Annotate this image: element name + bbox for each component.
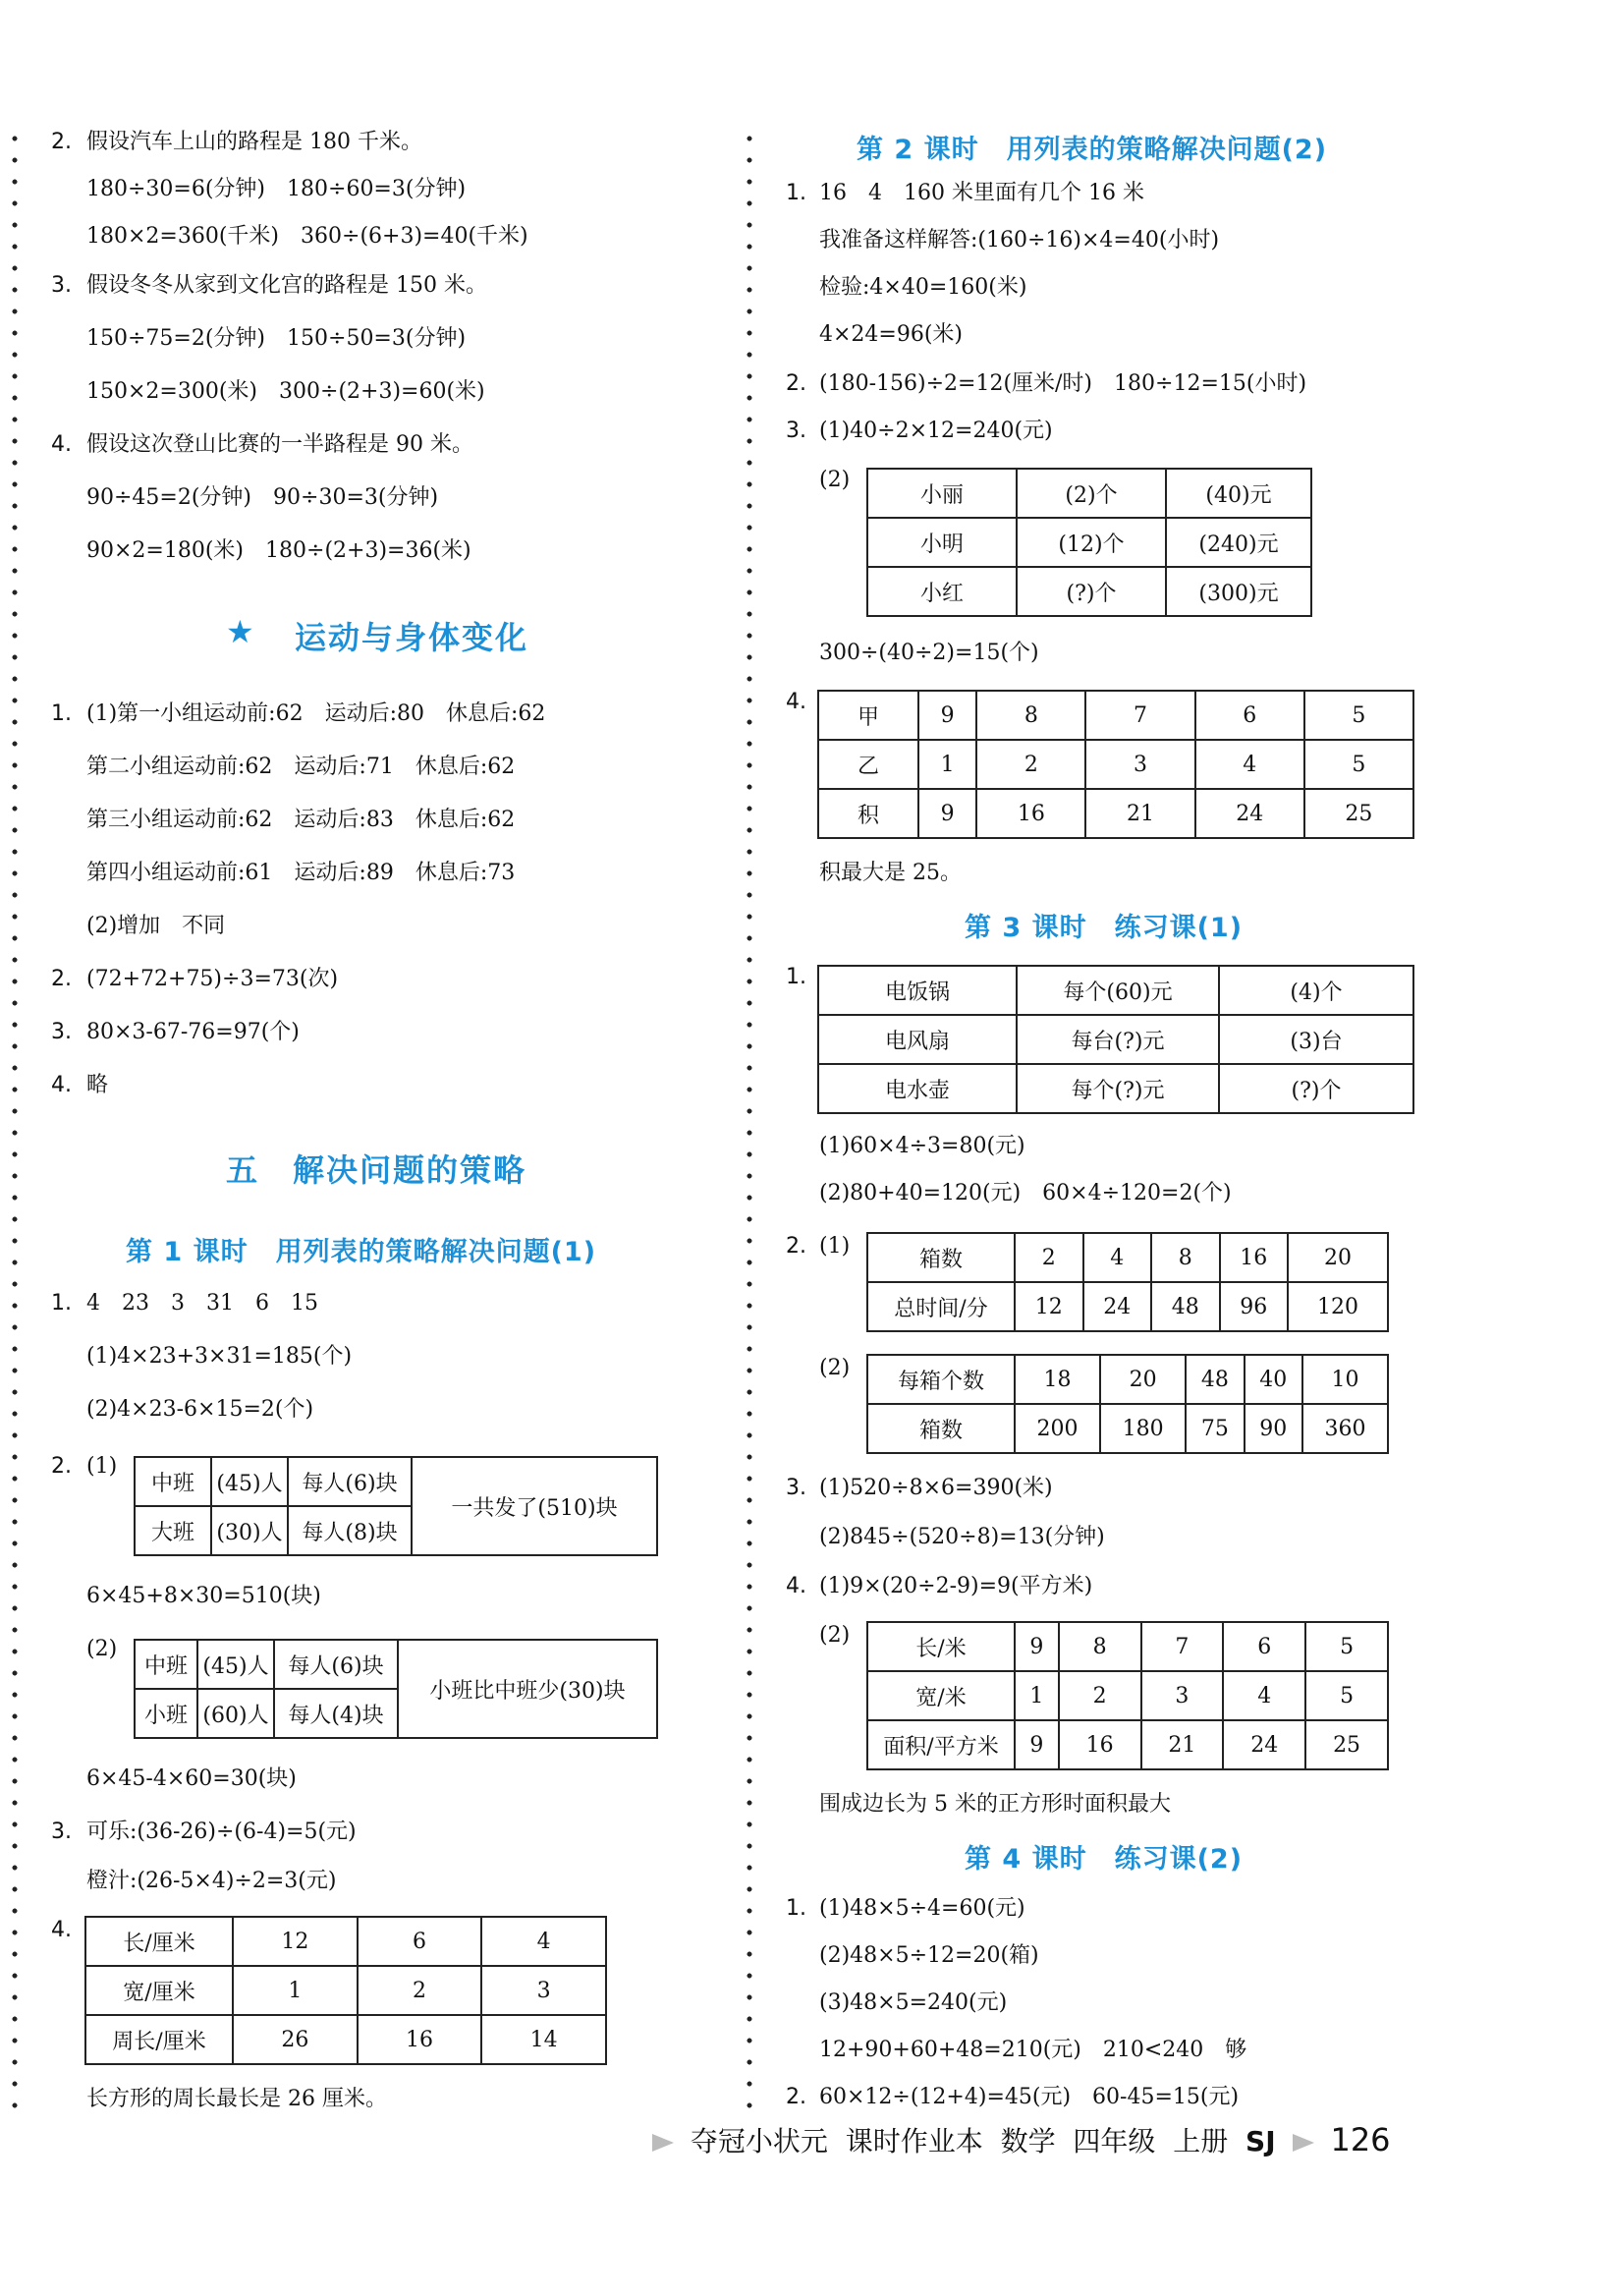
table-cell: 21 [1085, 789, 1194, 838]
table-cell: 20 [1100, 1355, 1186, 1404]
table-cell: (40)元 [1166, 469, 1311, 518]
r-q1-number: 1. [786, 181, 806, 205]
q2-line2: 180÷30=6(分钟) 180÷60=3(分钟) [86, 177, 467, 201]
table-cell: 9 [918, 691, 976, 740]
table-cell: 48 [1151, 1282, 1220, 1331]
table-cell: 2 [358, 1966, 482, 2015]
p2-part2: (2) [819, 1356, 851, 1380]
table-cell: 长/厘米 [85, 1917, 233, 1966]
s1-number: 1. [51, 701, 72, 726]
r-q4-number: 4. [786, 690, 806, 714]
lesson3-title: 第 3 课时 练习课(1) [965, 913, 1244, 943]
table-cell: (12)个 [1017, 518, 1166, 567]
appliance-table [817, 965, 1414, 1114]
table-cell: 面积/平方米 [867, 1720, 1015, 1769]
table-cell: 120 [1288, 1282, 1388, 1331]
table-cell: 16 [1059, 1720, 1141, 1769]
r-q3-number: 3. [786, 419, 806, 443]
table-cell: 3 [481, 1966, 606, 2015]
footer-book: 课时作业本 [845, 2125, 983, 2157]
q2-line3: 180×2=360(千米) 360÷(6+3)=40(千米) [86, 224, 528, 249]
l1q2-equation2: 6×45-4×60=30(块) [86, 1766, 297, 1791]
table-cell: 每个(?)元 [1017, 1064, 1219, 1113]
s1-line5: (2)增加 不同 [86, 914, 226, 938]
table-cell: 周长/厘米 [85, 2015, 233, 2064]
table-cell: 每人(6)块 [274, 1640, 398, 1689]
table-cell: 积 [818, 789, 918, 838]
q2-number: 2. [51, 130, 72, 154]
s1-line1: (1)第一小组运动前:62 运动后:80 休息后:62 [86, 701, 546, 726]
table-cell: 2 [1059, 1671, 1141, 1720]
table-cell: (300)元 [1166, 567, 1311, 616]
class-cookies-table-1 [134, 1456, 658, 1556]
table-cell: 中班 [135, 1640, 197, 1689]
table-cell: 1 [1015, 1671, 1059, 1720]
table-cell: 25 [1305, 1720, 1388, 1769]
table-cell: 12 [1015, 1282, 1083, 1331]
s3-line1: 80×3-67-76=97(个) [86, 1020, 300, 1044]
table-cell-merged: 小班比中班少(30)块 [398, 1640, 657, 1738]
r-q2-line1: (180-156)÷2=12(厘米/时) 180÷12=15(小时) [819, 371, 1307, 396]
table-cell: 9 [918, 789, 976, 838]
table-cell: 箱数 [867, 1233, 1015, 1282]
table-cell: (4)个 [1219, 966, 1413, 1015]
r-q2-number: 2. [786, 371, 806, 396]
table-cell: 乙 [818, 740, 918, 789]
table-cell: 每台(?)元 [1017, 1015, 1219, 1064]
p4-line2: 围成边长为 5 米的正方形时面积最大 [819, 1792, 1171, 1817]
l1q3-line2: 橙汁:(26-5×4)÷2=3(元) [86, 1869, 337, 1893]
table-cell: 长/米 [867, 1622, 1015, 1671]
l1q2-number: 2. [51, 1454, 72, 1479]
table-cell: 40 [1245, 1355, 1302, 1404]
table-cell: 8 [1151, 1233, 1220, 1282]
arrow-icon [652, 2134, 674, 2152]
candy-purchase-table [866, 468, 1312, 617]
q3-line1: 假设冬冬从家到文化宫的路程是 150 米。 [86, 273, 487, 298]
p4-part2: (2) [819, 1623, 851, 1648]
q2-line1: 假设汽车上山的路程是 180 千米。 [86, 130, 422, 154]
table-cell: 每人(8)块 [288, 1506, 412, 1555]
table-cell: 4 [1223, 1671, 1305, 1720]
table-cell: (30)人 [211, 1506, 288, 1555]
q3-line3: 150×2=300(米) 300÷(2+3)=60(米) [86, 379, 485, 404]
center-margin-dots [747, 128, 752, 2112]
table-cell: 9 [1015, 1622, 1059, 1671]
q4-line3: 90×2=180(米) 180÷(2+3)=36(米) [86, 538, 471, 563]
table-cell: 1 [918, 740, 976, 789]
q4-line1: 假设这次登山比赛的一半路程是 90 米。 [86, 432, 473, 457]
table-cell: 4 [1083, 1233, 1152, 1282]
footer-edition: SJ [1245, 2125, 1276, 2157]
table-cell: 3 [1141, 1671, 1224, 1720]
table-cell: 18 [1015, 1355, 1100, 1404]
table-cell: 每人(6)块 [288, 1457, 412, 1506]
r-q1-line2: 我准备这样解答:(160÷16)×4=40(小时) [819, 228, 1220, 252]
table-cell: 10 [1302, 1355, 1388, 1404]
product-table [817, 690, 1414, 839]
table-cell: 甲 [818, 691, 918, 740]
l1q3-number: 3. [51, 1820, 72, 1844]
table-cell: (?)个 [1017, 567, 1166, 616]
left-margin-dots [12, 128, 18, 2112]
table-cell: 总时间/分 [867, 1282, 1015, 1331]
unit-title: 五 解决问题的策略 [226, 1151, 527, 1189]
p4-line1: (1)9×(20÷2-9)=9(平方米) [819, 1574, 1093, 1598]
arrow-icon [1293, 2134, 1314, 2152]
table-cell: 200 [1015, 1404, 1100, 1453]
table-cell: 48 [1186, 1355, 1244, 1404]
table-cell: 21 [1141, 1720, 1224, 1769]
lesson4-title: 第 4 课时 练习课(2) [965, 1844, 1244, 1875]
table-cell: 24 [1083, 1282, 1152, 1331]
l1q4-number: 4. [51, 1918, 72, 1942]
table-cell: 25 [1304, 789, 1413, 838]
table-cell: 8 [1059, 1622, 1141, 1671]
table-cell: 5 [1305, 1671, 1388, 1720]
table-cell: 每箱个数 [867, 1355, 1015, 1404]
table-cell: (240)元 [1166, 518, 1311, 567]
p2-number: 2. [786, 1234, 806, 1259]
l1q1-number: 1. [51, 1291, 72, 1316]
l1q3-line1: 可乐:(36-26)÷(6-4)=5(元) [86, 1820, 357, 1844]
table-cell: 5 [1304, 691, 1413, 740]
table-cell: 9 [1015, 1720, 1059, 1769]
table-cell: 电饭锅 [818, 966, 1017, 1015]
table-cell: 75 [1186, 1404, 1244, 1453]
table-cell: 箱数 [867, 1404, 1015, 1453]
table-cell: 16 [1220, 1233, 1289, 1282]
r-q4-line1: 积最大是 25。 [819, 861, 962, 885]
r-q1-line1: 16 4 160 米里面有几个 16 米 [819, 181, 1144, 205]
table-cell: 12 [233, 1917, 358, 1966]
table-cell: 4 [481, 1917, 606, 1966]
table-cell: 6 [1223, 1622, 1305, 1671]
q4-line2: 90÷45=2(分钟) 90÷30=3(分钟) [86, 485, 439, 510]
table-cell: 7 [1085, 691, 1194, 740]
table-cell: 24 [1223, 1720, 1305, 1769]
s4-number: 4. [51, 1073, 72, 1097]
table-cell: 8 [976, 691, 1085, 740]
rectangle-perimeter-table [84, 1916, 607, 2065]
table-cell: (45)人 [197, 1640, 274, 1689]
table-cell: 3 [1085, 740, 1194, 789]
table-cell: 小班 [135, 1689, 197, 1738]
table-cell: 小明 [867, 518, 1017, 567]
table-cell: 2 [976, 740, 1085, 789]
r2-number: 2. [786, 2085, 806, 2109]
table-cell: 小红 [867, 567, 1017, 616]
table-cell-merged: 一共发了(510)块 [412, 1457, 657, 1555]
table-cell: (45)人 [211, 1457, 288, 1506]
s1-line4: 第四小组运动前:61 运动后:89 休息后:73 [86, 861, 516, 885]
p1-line2: (2)80+40=120(元) 60×4÷120=2(个) [819, 1181, 1232, 1205]
table-cell: 7 [1141, 1622, 1224, 1671]
table-cell: 每个(60)元 [1017, 966, 1219, 1015]
r1-line2: (2)48×5÷12=20(箱) [819, 1943, 1039, 1968]
page-number: 126 [1330, 2121, 1391, 2158]
s2-number: 2. [51, 967, 72, 991]
r-q1-line4: 4×24=96(米) [819, 322, 964, 347]
table-cell: 大班 [135, 1506, 211, 1555]
class-cookies-table-2 [134, 1639, 658, 1739]
r1-line3: (3)48×5=240(元) [819, 1990, 1008, 2015]
q3-line2: 150÷75=2(分钟) 150÷50=3(分钟) [86, 326, 467, 351]
r-q3-line2: 300÷(40÷2)=15(个) [819, 641, 1039, 665]
table-cell: (60)人 [197, 1689, 274, 1738]
table-cell: 小丽 [867, 469, 1017, 518]
p3-line1: (1)520÷8×6=390(米) [819, 1476, 1053, 1500]
table-cell: 4 [1195, 740, 1304, 789]
q3-number: 3. [51, 273, 72, 298]
table-cell: 24 [1195, 789, 1304, 838]
lesson1-title: 第 1 课时 用列表的策略解决问题(1) [126, 1237, 597, 1267]
q4-number: 4. [51, 432, 72, 457]
table-cell: 360 [1302, 1404, 1388, 1453]
table-cell: 电水壶 [818, 1064, 1017, 1113]
l1q4-conclusion: 长方形的周长最长是 26 厘米。 [86, 2087, 387, 2111]
table-cell: 中班 [135, 1457, 211, 1506]
table-cell: 6 [1195, 691, 1304, 740]
boxes-count-table [866, 1354, 1389, 1454]
l1q1-line1: 4 23 3 31 6 15 [86, 1291, 318, 1316]
section-title-sport: 运动与身体变化 [295, 619, 529, 656]
l1q2-equation1: 6×45+8×30=510(块) [86, 1584, 321, 1608]
page-footer [644, 2120, 1391, 2159]
table-cell: 宽/厘米 [85, 1966, 233, 2015]
l1q1-line2: (1)4×23+3×31=185(个) [86, 1344, 353, 1369]
table-cell: 16 [358, 2015, 482, 2064]
r-q3-line1: (1)40÷2×12=240(元) [819, 419, 1053, 443]
area-table [866, 1621, 1389, 1770]
l1q2-part2: (2) [86, 1637, 118, 1661]
star-icon: ★ [226, 613, 256, 650]
r-q1-line3: 检验:4×40=160(米) [819, 275, 1027, 300]
table-cell: 宽/米 [867, 1671, 1015, 1720]
footer-volume: 上册 [1173, 2125, 1229, 2157]
footer-subject: 数学 [1000, 2125, 1056, 2157]
r1-line1: (1)48×5÷4=60(元) [819, 1896, 1025, 1921]
p3-number: 3. [786, 1476, 806, 1500]
table-cell: 90 [1245, 1404, 1302, 1453]
table-cell: (?)个 [1219, 1064, 1413, 1113]
p3-line2: (2)845÷(520÷8)=13(分钟) [819, 1525, 1105, 1549]
s1-line2: 第二小组运动前:62 运动后:71 休息后:62 [86, 755, 516, 779]
r1-number: 1. [786, 1896, 806, 1921]
table-cell: 5 [1304, 740, 1413, 789]
table-cell: 5 [1305, 1622, 1388, 1671]
l1q1-line3: (2)4×23-6×15=2(个) [86, 1397, 314, 1422]
s3-number: 3. [51, 1020, 72, 1044]
table-cell: 26 [233, 2015, 358, 2064]
p4-number: 4. [786, 1574, 806, 1598]
table-cell: (2)个 [1017, 469, 1166, 518]
table-cell: 电风扇 [818, 1015, 1017, 1064]
l1q2-part1: (1) [86, 1454, 118, 1479]
table-cell: 每人(4)块 [274, 1689, 398, 1738]
s4-line1: 略 [86, 1073, 109, 1097]
lesson2-title: 第 2 课时 用列表的策略解决问题(2) [857, 135, 1328, 165]
s1-line3: 第三小组运动前:62 运动后:83 休息后:62 [86, 808, 516, 832]
table-cell: 14 [481, 2015, 606, 2064]
table-cell: 6 [358, 1917, 482, 1966]
table-cell: 2 [1015, 1233, 1083, 1282]
table-cell: (3)台 [1219, 1015, 1413, 1064]
p1-number: 1. [786, 965, 806, 989]
p1-line1: (1)60×4÷3=80(元) [819, 1134, 1025, 1158]
table-cell: 96 [1220, 1282, 1289, 1331]
boxes-time-table [866, 1232, 1389, 1332]
table-cell: 16 [976, 789, 1085, 838]
table-cell: 1 [233, 1966, 358, 2015]
table-cell: 20 [1288, 1233, 1388, 1282]
table-cell: 180 [1100, 1404, 1186, 1453]
r-q3-part2: (2) [819, 468, 851, 492]
r1-line4: 12+90+60+48=210(元) 210<240 够 [819, 2038, 1247, 2062]
s2-line1: (72+72+75)÷3=73(次) [86, 967, 339, 991]
p2-part1: (1) [819, 1234, 851, 1259]
footer-grade: 四年级 [1073, 2125, 1156, 2157]
footer-brand: 夺冠小状元 [690, 2125, 828, 2157]
r2-line1: 60×12÷(12+4)=45(元) 60-45=15(元) [819, 2085, 1240, 2109]
